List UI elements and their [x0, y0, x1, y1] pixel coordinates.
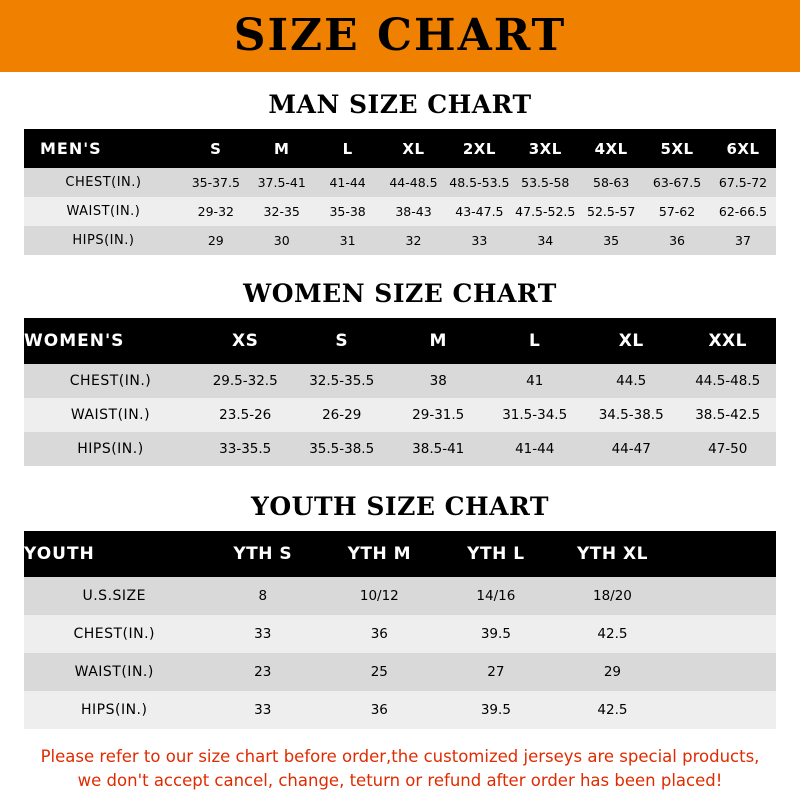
- column-header: YTH L: [467, 544, 525, 564]
- table-cell: 31: [339, 233, 356, 248]
- table-cell: 35-37.5: [191, 175, 240, 190]
- table-cell: 32: [405, 233, 422, 248]
- table-cell: 29: [603, 664, 622, 680]
- table-row: [24, 168, 776, 197]
- table-cell: 42.5: [597, 702, 628, 718]
- table-cell: 31.5-34.5: [502, 407, 568, 423]
- table-cell: 34.5-38.5: [598, 407, 664, 423]
- table-cell: 33: [254, 702, 272, 718]
- table-cell: 63-67.5: [652, 175, 702, 190]
- table-cell: 10/12: [359, 588, 399, 604]
- table-cell: 33: [471, 233, 488, 248]
- header-right-accent: [764, 0, 800, 72]
- table-cell-spacer: [671, 691, 776, 729]
- table-cell: 57-62: [658, 204, 696, 219]
- table-cell: 47-50: [708, 441, 748, 457]
- table-cell: 44-48.5: [389, 175, 438, 190]
- table-cell: 41: [526, 373, 544, 389]
- column-header: S: [335, 331, 349, 351]
- footnote-line-1: Please refer to our size chart before order,the customized jerseys are special products,: [40, 747, 760, 766]
- row-label: CHEST(IN.): [69, 373, 152, 389]
- table-cell: 44.5: [616, 373, 647, 389]
- row-label: HIPS(IN.): [77, 441, 144, 457]
- table-cell: 37.5-41: [257, 175, 306, 190]
- column-header: XL: [402, 139, 425, 158]
- table-cell: 39.5: [480, 626, 511, 642]
- column-header: WOMEN'S: [24, 331, 125, 351]
- column-header: S: [210, 139, 222, 158]
- table-cell: 33-35.5: [219, 441, 272, 457]
- column-header: L: [342, 139, 353, 158]
- column-header: YOUTH: [24, 544, 95, 564]
- table-cell: 44.5-48.5: [695, 373, 761, 389]
- table-header-row: [24, 531, 776, 577]
- chart-content: [0, 90, 800, 793]
- row-label: WAIST(IN.): [74, 664, 154, 680]
- table-row: [24, 364, 776, 398]
- table-row: [24, 226, 776, 255]
- table-row: [24, 577, 776, 615]
- table-cell: 26-29: [322, 407, 362, 423]
- page-title: SIZE CHART: [233, 10, 567, 61]
- column-header: XL: [618, 331, 644, 351]
- column-header: MEN'S: [40, 139, 102, 158]
- table-cell: 47.5-52.5: [515, 204, 576, 219]
- youth-size-table: [24, 531, 776, 729]
- table-row: [24, 615, 776, 653]
- table-cell: 29-31.5: [412, 407, 465, 423]
- table-cell: 38-43: [395, 204, 432, 219]
- table-cell: 30: [273, 233, 290, 248]
- column-header: XS: [232, 331, 259, 351]
- table-cell: 18/20: [592, 588, 632, 604]
- table-cell: 14/16: [476, 588, 516, 604]
- table-row: [24, 197, 776, 226]
- table-cell-spacer: [671, 653, 776, 691]
- table-cell: 67.5-72: [718, 175, 768, 190]
- table-cell: 34: [537, 233, 554, 248]
- row-label: HIPS(IN.): [81, 702, 148, 718]
- table-cell: 42.5: [597, 626, 628, 642]
- column-header: YTH M: [347, 544, 412, 564]
- footnote-line-2: we don't accept cancel, change, teturn or refund after order has been placed!: [77, 770, 723, 790]
- women-size-table: [24, 318, 776, 466]
- table-cell: 29.5-32.5: [212, 373, 278, 389]
- column-header: 4XL: [594, 139, 628, 158]
- table-cell: 38: [429, 373, 447, 389]
- header-banner: [0, 0, 800, 72]
- table-cell: 39.5: [480, 702, 511, 718]
- column-header: M: [273, 139, 290, 158]
- table-cell: 35-38: [329, 204, 366, 219]
- table-row: [24, 653, 776, 691]
- row-label: CHEST(IN.): [73, 626, 156, 642]
- table-cell: 36: [370, 702, 388, 718]
- table-cell: 43-47.5: [455, 204, 504, 219]
- table-cell: 48.5-53.5: [449, 175, 510, 190]
- table-cell: 32.5-35.5: [309, 373, 375, 389]
- table-cell: 44-47: [611, 441, 651, 457]
- table-cell: 36: [370, 626, 388, 642]
- table-cell: 41-44: [515, 441, 555, 457]
- table-cell: 41-44: [329, 175, 366, 190]
- table-cell: 32-35: [263, 204, 300, 219]
- women-section-title: WOMEN SIZE CHART: [243, 279, 557, 308]
- man-size-table: [24, 129, 776, 255]
- column-header-spacer: [671, 531, 776, 577]
- column-header: 6XL: [726, 139, 760, 158]
- table-cell: 35: [603, 233, 620, 248]
- table-cell: 33: [254, 626, 272, 642]
- column-header: YTH XL: [576, 544, 648, 564]
- table-cell: 62-66.5: [718, 204, 768, 219]
- table-cell: 58-63: [593, 175, 630, 190]
- column-header: XXL: [708, 331, 747, 351]
- table-cell: 36: [669, 233, 685, 248]
- row-label: WAIST(IN.): [70, 407, 151, 423]
- man-section-title: MAN SIZE CHART: [268, 90, 532, 119]
- table-cell: 8: [258, 588, 268, 604]
- table-header-row: [24, 318, 776, 364]
- youth-section-title: YOUTH SIZE CHART: [251, 492, 549, 521]
- table-cell: 53.5-58: [521, 175, 570, 190]
- table-cell: 37: [735, 233, 751, 248]
- table-cell: 29-32: [197, 204, 234, 219]
- table-header-row: [24, 129, 776, 168]
- column-header: 2XL: [462, 139, 496, 158]
- column-header: 3XL: [528, 139, 562, 158]
- column-header: 5XL: [660, 139, 694, 158]
- footnote: [24, 745, 776, 793]
- table-cell-spacer: [671, 615, 776, 653]
- row-label: WAIST(IN.): [66, 204, 141, 219]
- column-header: YTH S: [233, 544, 293, 564]
- table-row: [24, 691, 776, 729]
- table-cell: 29: [207, 233, 224, 248]
- row-label: HIPS(IN.): [72, 233, 135, 248]
- header-left-accent: [0, 0, 36, 72]
- table-row: [24, 432, 776, 466]
- table-cell: 27: [487, 664, 505, 680]
- row-label: CHEST(IN.): [65, 175, 142, 190]
- table-cell: 23.5-26: [219, 407, 272, 423]
- table-cell: 52.5-57: [587, 204, 636, 219]
- column-header: L: [529, 331, 541, 351]
- table-cell: 35.5-38.5: [309, 441, 375, 457]
- table-row: [24, 398, 776, 432]
- column-header: M: [429, 331, 447, 351]
- row-label: U.S.SIZE: [82, 588, 146, 604]
- table-cell-spacer: [671, 577, 776, 615]
- table-cell: 23: [254, 664, 272, 680]
- table-cell: 38.5-42.5: [695, 407, 761, 423]
- table-cell: 38.5-41: [412, 441, 465, 457]
- table-cell: 25: [370, 664, 388, 680]
